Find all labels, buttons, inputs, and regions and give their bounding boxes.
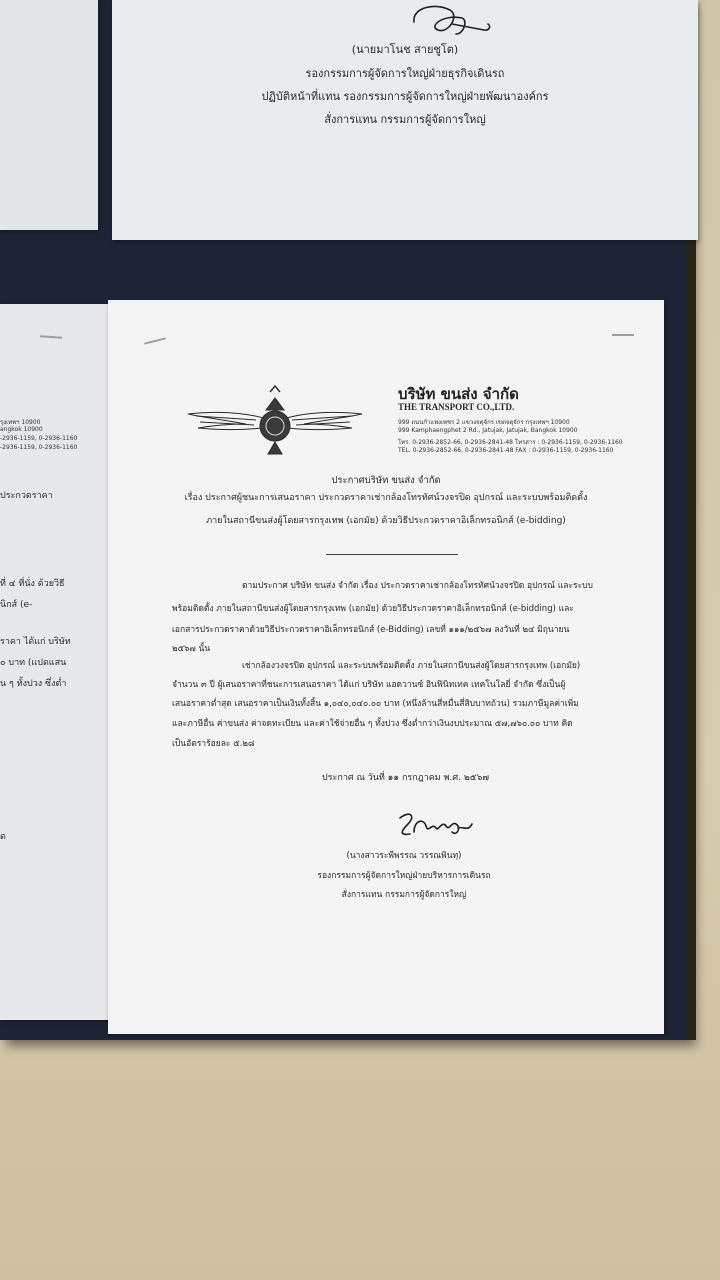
company-phone-thai: โทร. 0-2936-2852-66, 0-2936-2841-48 โทรสาร : 0-2936-1159, 0-2936-1160 <box>398 439 623 446</box>
signer-title: รองกรรมการผู้จัดการใหญ่ฝ่ายบริหารการเดินรถ <box>317 871 491 881</box>
paragraph-2-line: และภาษีอื่น ค่าขนส่ง ค่าจดทะเบียน และค่าใช้จ่ายอื่น ๆ ทั้งปวง ซึ่งต่ำกว่าเงินงบประมาณ ๕๗,๗๖๐.๐๐ บาท คิด <box>172 719 573 729</box>
company-phone-english: TEL. 0-2936-2852-66, 0-2936-2841-48 FAX : 0-2936-1159, 0-2936-1160 <box>398 447 614 454</box>
signature-icon <box>394 808 478 842</box>
top-notice-sheet <box>112 0 698 240</box>
left-body-line: ด <box>0 832 6 842</box>
left-body-line: ที่ ๔ ที่นั่ง ด้วยวิธี <box>0 579 65 589</box>
staple <box>40 335 62 339</box>
top-signer-line-1: รองกรรมการผู้จัดการใหญ่ฝ่ายธุรกิจเดินรถ <box>305 67 505 80</box>
left-body-line: ประกวดราคา <box>0 491 53 501</box>
left-address-line: รุงเทพฯ 10900 <box>0 419 41 426</box>
left-address-line: -2936-1159, 0-2936-1160 <box>0 444 78 451</box>
left-body-line: น ๆ ทั้งปวง ซึ่งต่ำ <box>0 679 67 689</box>
paragraph-1-line: พร้อมติดตั้ง ภายในสถานีขนส่งผู้โดยสารกรุงเทพ (เอกมัย) ด้วยวิธีประกวดราคาอิเล็กทรอนิกส์ (e-bidding) และ <box>172 604 574 614</box>
paragraph-2-line: เสนอราคาต่ำสุด เสนอราคาเป็นเงินทั้งสิ้น ๑,๐๔๐,๐๔๐.๐๐ บาท (หนึ่งล้านสี่หมื่นสี่สิบบาทถ้วน) รวมภาษีมูลค่าเพิ่ม <box>172 699 579 709</box>
divider-line <box>326 554 458 555</box>
top-signature-icon <box>404 0 504 42</box>
paragraph-2-line: จำนวน ๓ ปี ผู้เสนอราคาที่ชนะการเสนอราคา ได้แก่ บริษัท แอดวานซ์ อินฟินิทเทค เทคโนโลยี่ จำกัด ซึ่งเป็นผู้ <box>172 680 566 690</box>
left-body-line: ๐ บาท (แปดแสน <box>0 658 67 668</box>
signer-role: สั่งการแทน กรรมการผู้จัดการใหญ่ <box>341 890 467 900</box>
paragraph-2-line: เป็นอัตราร้อยละ ๕.๒๘ <box>172 739 255 749</box>
paragraph-1-line: ๒๕๖๗ นั้น <box>172 644 211 654</box>
company-address-thai: 999 ถนนกำแพงเพชร 2 แขวงจตุจักร เขตจตุจักร กรุงเทพฯ 10900 <box>398 419 570 426</box>
company-name-english: THE TRANSPORT CO.,LTD. <box>398 402 515 412</box>
paragraph-1-line: ตามประกาศ บริษัท ขนส่ง จำกัด เรื่อง ประกวดราคาเช่ากล้องโทรทัศน์วงจรปิด อุปกรณ์ และระบบ <box>242 581 593 591</box>
signer-name: (นางสาวระพีพรรณ วรรณพินทุ) <box>346 851 462 861</box>
left-address-line: angkok 10900 <box>0 426 43 433</box>
top-signer-line-2: ปฏิบัติหน้าที่แทน รองกรรมการผู้จัดการใหญ่ฝ่ายพัฒนาองค์กร <box>261 90 549 103</box>
announcement-subject-line-2: ภายในสถานีขนส่งผู้โดยสารกรุงเทพ (เอกมัย) ด้วยวิธีประกวดราคาอิเล็กทรอนิกส์ (e-bidding) <box>206 516 566 526</box>
staple <box>612 334 634 336</box>
company-address-english: 999 Kamphaengphet 2 Rd., Jatujak, Jatujak, Bangkok 10900 <box>398 427 578 434</box>
announcement-header: ประกาศบริษัท ขนส่ง จำกัด <box>331 475 441 486</box>
paragraph-1-line: เอกสารประกวดราคาด้วยวิธีประกวดราคาอิเล็กทรอนิกส์ (e-Bidding) เลขที่ ๑๑๑/๒๕๖๗ ลงวันที่ ๒๔ มิถุนายน <box>172 625 570 635</box>
announcement-subject-line-1: เรื่อง ประกาศผู้ชนะการเสนอราคา ประกวดราคาเช่ากล้องโทรทัศน์วงจรปิด อุปกรณ์ และระบบพร้อมติดตั้ง <box>184 493 588 503</box>
company-name-thai: บริษัท ขนส่ง จำกัด <box>398 385 519 403</box>
top-left-sheet <box>0 0 98 230</box>
top-signer-line-3: สั่งการแทน กรรมการผู้จัดการใหญ่ <box>324 113 486 126</box>
left-body-line: ราคา ได้แก่ บริษัท <box>0 637 71 647</box>
paragraph-2-line: เช่ากล้องวงจรปิด อุปกรณ์ และระบบพร้อมติดตั้ง ภายในสถานีขนส่งผู้โดยสารกรุงเทพ (เอกมัย) <box>242 661 581 671</box>
left-address-line: -2936-1159, 0-2936-1160 <box>0 435 78 442</box>
transport-company-emblem-icon <box>186 384 364 460</box>
staple <box>144 337 166 344</box>
top-signer-name: (นายมาโนช สายชูโต) <box>351 43 459 56</box>
announcement-date: ประกาศ ณ วันที่ ๑๑ กรกฎาคม พ.ศ. ๒๕๖๗ <box>322 773 490 783</box>
left-body-line: นิกส์ (e- <box>0 600 33 610</box>
main-announcement-sheet <box>108 300 664 1034</box>
